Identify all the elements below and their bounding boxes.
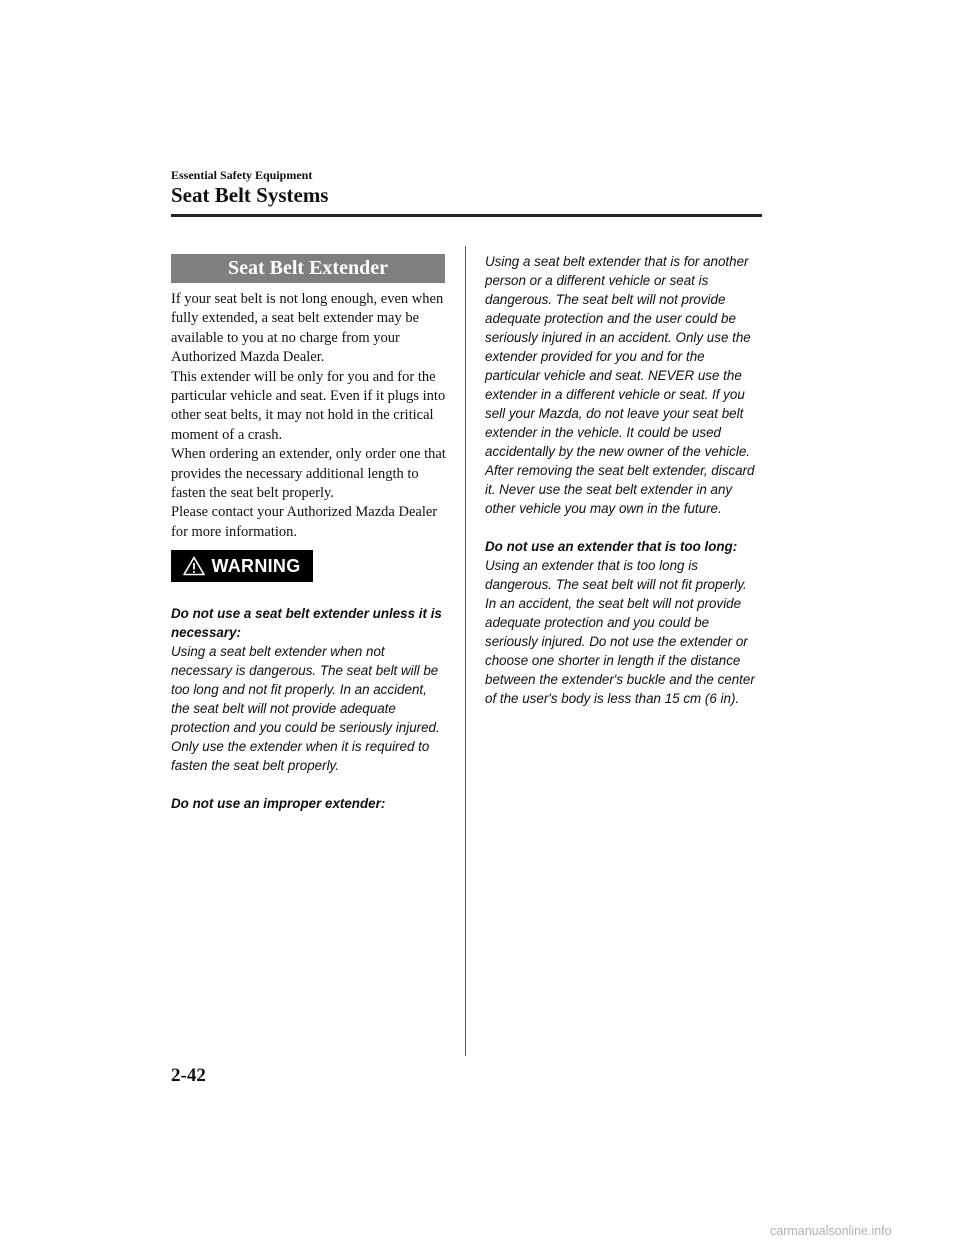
warning-column-left — [171, 604, 446, 813]
header-rule — [171, 214, 762, 217]
page-number: 2-42 — [171, 1065, 206, 1086]
warning-text: Using a seat belt extender when not necessary is dangerous. The seat belt will be too long and not fit properly. In an accident, the seat belt will not provide adequate protection and you could be seriously injured. Only use the extender when it is required to fasten the seat belt properly. — [171, 644, 440, 773]
body-paragraph: When ordering an extender, only order one that provides the necessary additional length to fasten the seat belt properly. — [171, 446, 446, 502]
warning-text: Using a seat belt extender that is for another person or a different vehicle or seat is dangerous. The seat belt will not provide adequate protection and the user could be seriously injured in an accident. Only use the extender provided for you and for the particular vehicle and seat. NEVER use the extender in a different vehicle or seat. If you sell your Mazda, do not leave your seat belt extender in the vehicle. It could be used accidentally by the new owner of the vehicle. After removing the seat belt extender, discard it. Never use the seat belt extender in any other vehicle you may own in the future. — [485, 254, 755, 516]
warning-label-text: WARNING — [211, 555, 301, 576]
body-text — [171, 290, 456, 542]
warning-heading: Do not use an extender that is too long: — [485, 539, 738, 554]
section-title: Seat Belt Extender — [171, 254, 445, 283]
body-paragraph: Please contact your Authorized Mazda Dealer for more information. — [171, 504, 438, 540]
watermark: carmanualsonline.info — [770, 1224, 892, 1238]
warning-text: Using an extender that is too long is dangerous. The seat belt will not fit properly. In an accident, the seat belt will not provide adequate protection and you could be seriously injured. Do not use the extender or choose one shorter in length if the distance between the extender's buckle and the center of the user's body is less than 15 cm (6 in). — [485, 558, 755, 706]
warning-triangle-icon — [183, 556, 205, 576]
warning-heading: Do not use a seat belt extender unless it is necessary: — [171, 606, 442, 640]
chapter-label: Essential Safety Equipment — [171, 168, 313, 182]
column-divider — [465, 246, 466, 1056]
body-paragraph: If your seat belt is not long enough, even when fully extended, a seat belt extender may be available to you at no charge from your Authorized Mazda Dealer. — [171, 291, 444, 366]
body-paragraph: This extender will be only for you and for the particular vehicle and seat. Even if it plugs into other seat belts, it may not hold in the critical moment of a crash. — [171, 368, 446, 443]
warning-label — [171, 550, 313, 582]
page-title: Seat Belt Systems — [171, 183, 329, 207]
warning-column-right — [485, 252, 760, 708]
warning-heading: Do not use an improper extender: — [171, 796, 386, 811]
